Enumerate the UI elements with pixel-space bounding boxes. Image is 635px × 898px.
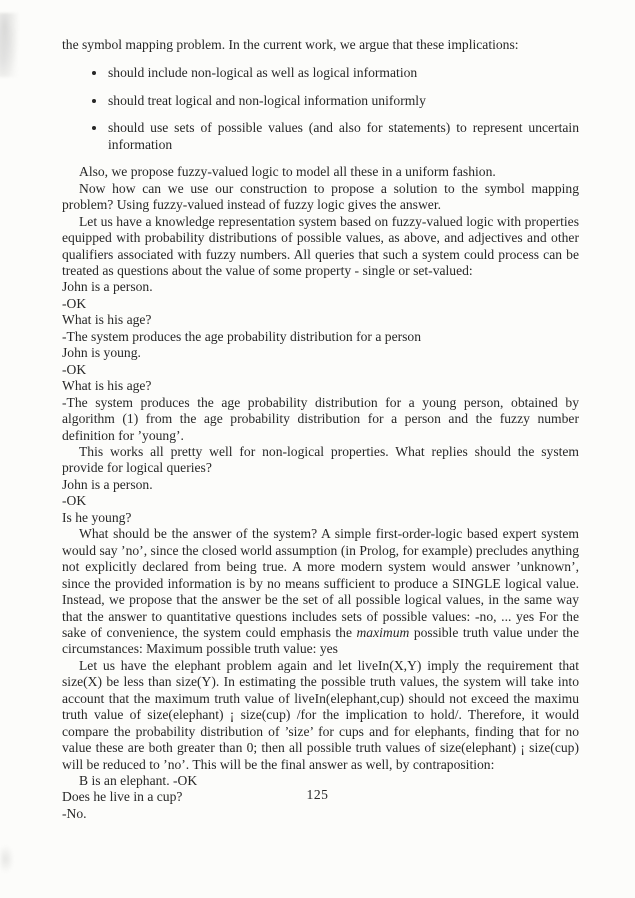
dialog-line-john-young: John is young. [62, 345, 141, 361]
paragraph-system-young-person: -The system produces the age probability distribution for a young person, obtained by algorithm (1) from the age probability distribution for a person and the fuzzy number definition for ’young’. [62, 394, 579, 443]
dialog-line-no: -No. [62, 805, 87, 821]
list-item-sets-of-values: • should use sets of possible values (and also for statements) to represent uncertain information [107, 120, 579, 153]
dialog-line-ok: -OK [62, 361, 87, 377]
dialog-line-john-person: John is a person. [62, 476, 153, 492]
implications-list [62, 65, 579, 153]
dialog-line-john-person: John is a person. [62, 279, 153, 295]
paragraph-works-well: This works all pretty well for non-logical properties. What replies should the system provide for logical queries? [62, 443, 579, 476]
paragraph-now: Now how can we use our construction to propose a solution to the symbol mapping problem? Using fuzzy-valued instead of fuzzy logic gives the answer. [62, 180, 579, 213]
paragraph-answer-text-before: What should be the answer of the system? A simple first-order-logic based expert system would say ’no’, since the closed world assumption (in Prolog, for example) precludes anything not explicitly declared from being true. A more modern system would answer ’unknown’, since the provided information is by no means sufficient to produce a SINGLE logical value. Instead, we propose that the answer be the set of all possible logical values, in the same way that the answer to quantitative questions includes sets of possible values: -no, ... yes For the sake of convenience, the system could emphasis the [62, 526, 579, 640]
emphasis-maximum: maximum [356, 624, 410, 640]
paragraph-knowledge-system: Let us have a knowledge representation system based on fuzzy-valued logic with properties equipped with probability distributions of possible values, as above, and adjectives and other qualifiers associated with fuzzy numbers. All queries that such a system could process can be treated as questions about the value of some property - single or set-valued: [62, 213, 579, 278]
dialog-line-ok: -OK [62, 295, 87, 311]
scan-smudge-artifact [0, 845, 14, 873]
scan-smudge-artifact [0, 13, 19, 77]
body-text-block [62, 37, 579, 822]
dialog-line-system-person: -The system produces the age probability distribution for a person [62, 328, 422, 344]
dialog-line-what-age: What is his age? [62, 378, 152, 394]
dialog-line-b-elephant: B is an elephant. -OK [79, 773, 198, 789]
paragraph-also: Also, we propose fuzzy-valued logic to model all these in a uniform fashion. [79, 164, 496, 180]
list-item-include-nonlogical: • should include non-logical as well as logical information [107, 65, 579, 81]
page-number: 125 [306, 787, 329, 802]
paragraph-elephant-problem: Let us have the elephant problem again and let liveIn(X,Y) imply the requirement that size(X) be less than size(Y). In estimating the possible truth values, the system will take into account that the maximum truth value of liveIn(elephant,cup) should not exceed the maximu truth value of size(elephant) ¡ size(cup) /for the implication to hold/. Therefore, it would compare the probability distribution of ’size’ for cups and for elephants, finding that for no value these are both greater than 0; then all possible truth values of size(elephant) ¡ size(cup) will be reduced to ’no’. This will be the final answer as well, by contraposition: [62, 657, 579, 772]
dialog-line-what-age: What is his age? [62, 312, 152, 328]
paragraph-answer-of-system [62, 526, 579, 658]
dialog-line-is-he-young: Is he young? [62, 509, 132, 525]
paragraph-intro: the symbol mapping problem. In the current work, we argue that these implications: [62, 37, 519, 52]
list-item-treat-uniformly: • should treat logical and non-logical information uniformly [107, 93, 579, 109]
dialog-line-ok: -OK [62, 493, 87, 509]
dialog-line-live-in-cup: Does he live in a cup? [62, 789, 183, 805]
paragraph-answer-text-after: possible truth value under the circumstances: Maximum possible truth value: yes [62, 624, 579, 657]
